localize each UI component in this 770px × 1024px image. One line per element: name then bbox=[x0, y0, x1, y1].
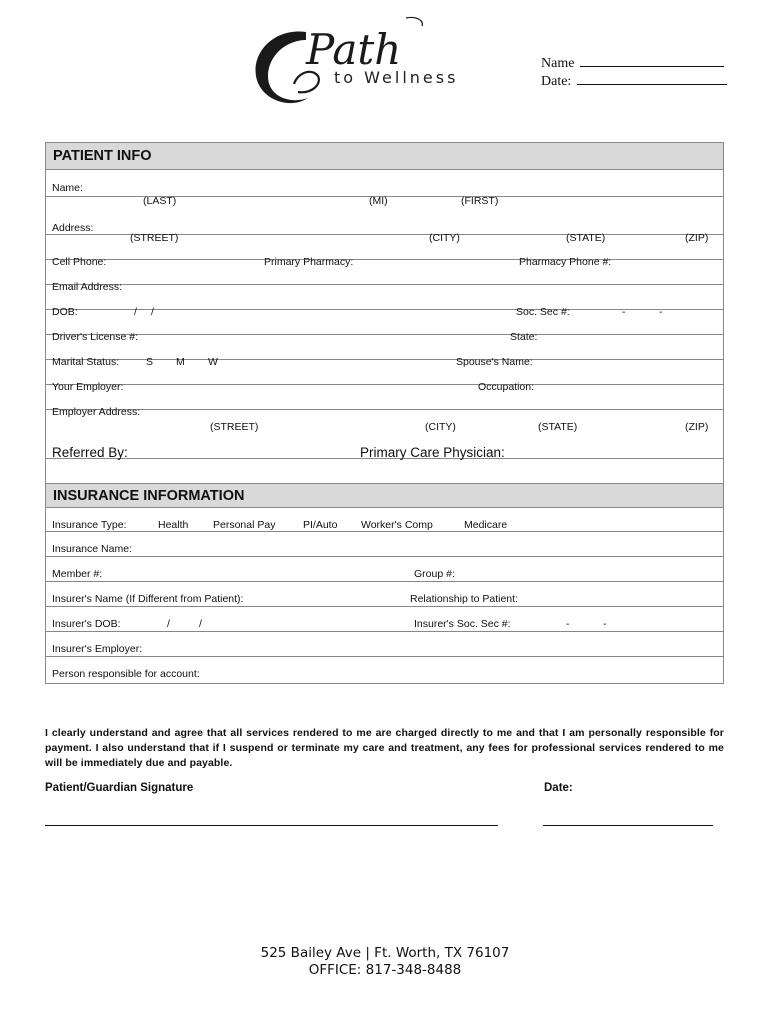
header-name-field[interactable] bbox=[541, 53, 724, 72]
patient-info-header bbox=[46, 143, 723, 170]
address-row[interactable] bbox=[46, 197, 723, 235]
employer-street-hint: (STREET) bbox=[210, 421, 259, 433]
insurer-dob-row[interactable] bbox=[46, 607, 723, 632]
patient-info-title: PATIENT INFO bbox=[53, 148, 152, 164]
email-row[interactable] bbox=[46, 260, 723, 293]
patient-signature-line[interactable] bbox=[45, 825, 498, 826]
insurance-type-health[interactable]: Health bbox=[158, 519, 189, 531]
insurance-name-label: Insurance Name: bbox=[52, 543, 132, 555]
insurer-dob-separator: / bbox=[199, 618, 202, 630]
insurer-dob-separator: / bbox=[167, 618, 170, 630]
address-label: Address: bbox=[52, 222, 94, 234]
insurance-type-personal-pay[interactable]: Personal Pay bbox=[213, 519, 276, 531]
ssn-separator: - bbox=[659, 306, 663, 318]
drivers-license-label: Driver's License #: bbox=[52, 331, 139, 343]
address-city-hint: (CITY) bbox=[429, 232, 460, 244]
insurer-name-label: Insurer's Name (If Different from Patient): bbox=[52, 593, 244, 605]
insurance-name-row[interactable] bbox=[46, 532, 723, 557]
patient-form bbox=[45, 142, 724, 684]
ssn-label: Soc. Sec #: bbox=[516, 306, 570, 318]
insurance-type-row[interactable] bbox=[46, 508, 723, 532]
member-row[interactable] bbox=[46, 557, 723, 582]
cell-phone-label: Cell Phone: bbox=[52, 256, 107, 268]
insurer-employer-row[interactable] bbox=[46, 632, 723, 657]
footer-address: 525 Bailey Ave | Ft. Worth, TX 76107 bbox=[260, 945, 510, 961]
insurance-title: INSURANCE INFORMATION bbox=[53, 488, 245, 504]
referred-by-label: Referred By: bbox=[52, 445, 128, 460]
employer-city-hint: (CITY) bbox=[425, 421, 456, 433]
blank-row bbox=[46, 459, 723, 484]
referred-row[interactable] bbox=[46, 410, 723, 459]
name-row[interactable] bbox=[46, 170, 723, 207]
marital-option-w[interactable]: W bbox=[208, 356, 218, 368]
employer-address-label: Employer Address: bbox=[52, 406, 141, 418]
logo-tagline: to Wellness bbox=[334, 68, 459, 87]
employer-address-row[interactable] bbox=[46, 385, 723, 418]
dob-separator: / bbox=[151, 306, 154, 318]
name-last-hint: (LAST) bbox=[143, 195, 177, 207]
primary-care-label: Primary Care Physician: bbox=[360, 445, 505, 460]
address-state-hint: (STATE) bbox=[566, 232, 606, 244]
insurance-type-workers-comp[interactable]: Worker's Comp bbox=[361, 519, 433, 531]
marital-option-s[interactable]: S bbox=[146, 356, 154, 368]
signature-date-line[interactable] bbox=[543, 825, 713, 826]
disclaimer-text: I clearly understand and agree that all services rendered to me are charged directly to me and that I am personally responsible for payment. I also understand that if I suspend or terminate my care and treatment, any fees for professional services rendered to me will be immediately due and payable. bbox=[45, 727, 724, 769]
state-label: State: bbox=[510, 331, 538, 343]
responsible-label: Person responsible for account: bbox=[52, 668, 200, 680]
group-label: Group #: bbox=[414, 568, 455, 580]
logo-script-text: Path bbox=[306, 25, 402, 74]
insurance-header bbox=[46, 484, 723, 508]
header-date-label: Date: bbox=[541, 74, 572, 89]
ssn-separator: - bbox=[622, 306, 626, 318]
dob-label: DOB: bbox=[52, 306, 78, 318]
dob-row[interactable] bbox=[46, 285, 723, 318]
insurer-dob-label: Insurer's DOB: bbox=[52, 618, 121, 630]
logo-swirl-icon bbox=[246, 14, 496, 114]
footer-office-phone: OFFICE: 817-348-8488 bbox=[308, 962, 462, 978]
insurer-ssn-separator: - bbox=[566, 618, 570, 630]
spouse-name-label: Spouse's Name: bbox=[456, 356, 533, 368]
header-date-field[interactable] bbox=[541, 71, 727, 90]
primary-pharmacy-label: Primary Pharmacy: bbox=[264, 256, 354, 268]
cell-phone-row[interactable] bbox=[46, 232, 723, 268]
marital-option-m[interactable]: M bbox=[176, 356, 185, 368]
dob-separator: / bbox=[134, 306, 137, 318]
email-label: Email Address: bbox=[52, 281, 123, 293]
insurer-ssn-label: Insurer's Soc. Sec #: bbox=[414, 618, 511, 630]
insurance-type-pi-auto[interactable]: PI/Auto bbox=[303, 519, 338, 531]
employer-label: Your Employer: bbox=[52, 381, 124, 393]
header-name-line[interactable] bbox=[580, 53, 724, 67]
responsible-row[interactable] bbox=[46, 657, 723, 683]
logo bbox=[246, 14, 496, 114]
name-mi-hint: (MI) bbox=[369, 195, 388, 207]
header-date-line[interactable] bbox=[577, 71, 727, 85]
header-name-label: Name bbox=[541, 56, 575, 71]
insurer-name-row[interactable] bbox=[46, 582, 723, 607]
marital-status-label: Marital Status: bbox=[52, 356, 120, 368]
address-zip-hint: (ZIP) bbox=[685, 232, 709, 244]
insurance-type-medicare[interactable]: Medicare bbox=[464, 519, 508, 531]
employer-zip-hint: (ZIP) bbox=[685, 421, 709, 433]
pharmacy-phone-label: Pharmacy Phone #: bbox=[519, 256, 612, 268]
insurer-ssn-separator: - bbox=[603, 618, 607, 630]
employer-state-hint: (STATE) bbox=[538, 421, 578, 433]
patient-signature-label: Patient/Guardian Signature bbox=[45, 782, 194, 794]
marital-row[interactable] bbox=[46, 335, 723, 368]
name-first-hint: (FIRST) bbox=[461, 195, 499, 207]
signature-date-label: Date: bbox=[544, 782, 573, 794]
address-street-hint: (STREET) bbox=[130, 232, 179, 244]
insurer-employer-label: Insurer's Employer: bbox=[52, 643, 143, 655]
name-label: Name: bbox=[52, 182, 83, 194]
member-label: Member #: bbox=[52, 568, 103, 580]
occupation-label: Occupation: bbox=[478, 381, 535, 393]
employer-row[interactable] bbox=[46, 360, 723, 393]
relationship-label: Relationship to Patient: bbox=[410, 593, 518, 605]
insurance-type-label: Insurance Type: bbox=[52, 519, 127, 531]
drivers-license-row[interactable] bbox=[46, 310, 723, 343]
